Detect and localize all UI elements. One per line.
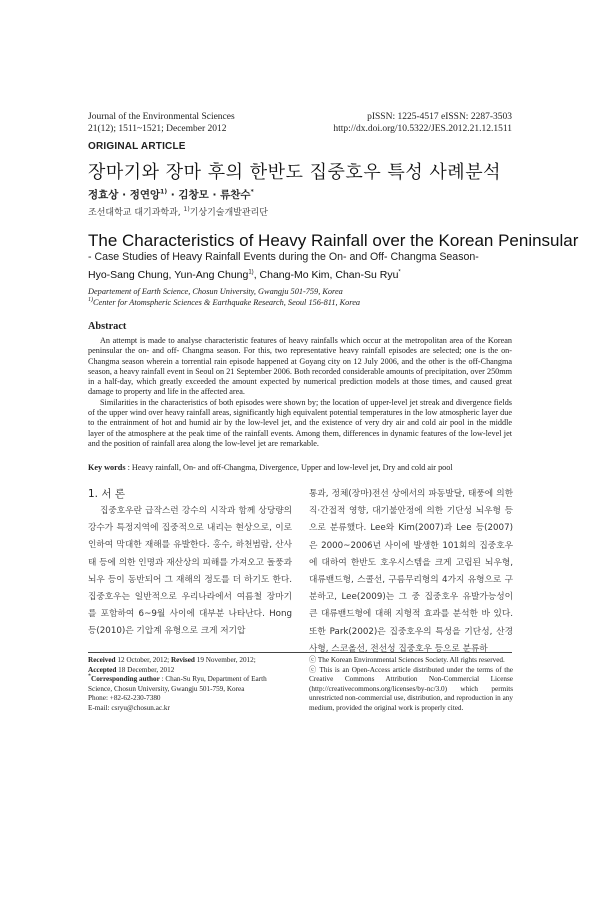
title-korean: 장마기와 장마 후의 한반도 집중호우 특성 사례분석 [88, 162, 501, 183]
authors-english-sup1: 1) [248, 269, 254, 276]
authors-english [88, 269, 401, 281]
article-type: ORIGINAL ARTICLE [88, 141, 186, 152]
revised-date: 19 November, 2012; [194, 656, 256, 664]
authors-english-part1: Hyo-Sang Chung, Yun-Ang Chung [88, 269, 249, 281]
affiliation-english-2-text: Center for Atomspheric Sciences & Earthquake Research, Seoul 156-811, Korea [93, 298, 361, 307]
accepted-line [88, 666, 286, 676]
affiliation-english-2-sup: 1) [88, 297, 93, 304]
journal-identifiers [333, 111, 512, 135]
body-text-right-column: 통과, 정체(장마)전선 상에서의 파동발달, 태풍에 의한 직·간접적 영향, 대기불안정에 의한 기단성 뇌우형 등으로 분류했다. Lee와 Kim(2007)과 Lee 등(2007)은 2000~2006년 사이에 발생한 101회의 집중호우에 대하여 한반도 호우시스템을 크게 고립된 뇌우형, 대류밴드형, 스콜선, 구름무리형의 4가지 유형으로 구분하고, Lee(2009)는 그 중 집중호우 유발가능성이 큰 대류밴드형에 대해 지형적 효과를 분석한 바 있다. 또한 Park(2002)은 집중호우의 특성을 기단성, 산경사형, 스코올선, 전선성 집중호우 등으로 분류하 [309, 489, 513, 654]
section-heading-introduction: 1. 서 론 [88, 488, 125, 500]
authors-korean-sup2: * [250, 188, 254, 196]
footnote-divider [88, 652, 512, 653]
affiliation-korean [88, 205, 268, 218]
keywords-label: Key words [88, 463, 126, 472]
corresponding-author [88, 675, 286, 694]
affiliation-korean-part1: 조선대학교 대기과학과, [88, 208, 184, 218]
corresponding-label: Corresponding author [91, 675, 160, 684]
affiliation-english-1: Departement of Earth Science, Chosun University, Gwangju 501-759, Korea [88, 287, 343, 296]
license-notice: ⓒ This is an Open-Access article distributed under the terms of the Creative Commons Attribution Non-Commercial License (http://creativecommons.org/licenses/by-nc/3.0) which permits unrestricted non-commercial use, distribution, and reproduction in any medium, provided the original work is properly cited. [309, 665, 513, 712]
revised-label: Revised [170, 656, 195, 664]
received-label: Received [88, 656, 116, 664]
accepted-label: Accepted [88, 665, 117, 674]
affiliation-english-2 [88, 298, 360, 307]
footnote-license [309, 656, 513, 714]
received-date: 12 October, 2012; [115, 656, 171, 664]
authors-korean [88, 187, 254, 202]
journal-header [88, 111, 235, 135]
copyright-notice: ⓒ The Korean Environmental Sciences Society. All rights reserved. [309, 656, 505, 664]
footnote-manuscript-info [88, 656, 286, 714]
abstract-paragraph-1: An attempt is made to analyse characteristic features of heavy rainfalls which occur at the metropolitan area of the Korean peninsular the on- and off- Changma season. For this, two representative heavy rainfall episodes are selected; one is the on-Changma season wherein a torrential rain episode happened at Goyang city on 12 July 2006, and the other is the off-Changma season, a heavy rainfall event in Seoul on 21 September 2006. Both recorded considerable amounts of precipitation, over 250mm in a half-day, which greatly exceeded the amount expected by numerical prediction models at those times, and caused great damage to property and life in the affected area. [88, 336, 512, 397]
title-english: The Characteristics of Heavy Rainfall over the Korean Peninsular [88, 231, 579, 250]
subtitle-english: - Case Studies of Heavy Rainfall Events during the On- and Off- Changma Season- [88, 251, 479, 263]
phone: Phone: +82-62-230-7380 [88, 694, 161, 703]
keywords-text: : Heavy rainfall, On- and off-Changma, Divergence, Upper and low-level jet, Dry and cold air pool [125, 463, 453, 472]
body-text-left-column: 집중호우란 급작스런 강수의 시작과 함께 상당량의 강수가 특정지역에 집중적으로 내리는 현상으로, 이로 인하여 막대한 재해를 유발한다. 홍수, 하천범람, 산사태 등에 의한 인명과 재산상의 피해를 가져오고 돌풍과 뇌우 등이 동반되어 그 재해의 정도를 더 하기도 한다. 집중호우는 일반적으로 우리나라에서 여름철 장마기를 포함하여 6~9월 사이에 대부분 나타난다. Hong 등(2010)은 기압계 유형으로 크게 저기압 [88, 506, 292, 637]
keywords [88, 463, 512, 473]
authors-english-sup2: * [398, 269, 401, 276]
authors-korean-sup1: 1) [160, 188, 168, 196]
abstract-body [88, 336, 512, 449]
journal-citation: 21(12); 1511~1521; December 2012 [88, 124, 227, 134]
accepted-date: 18 December, 2012 [116, 665, 175, 674]
abstract-paragraph-2: Similarities in the characteristics of both episodes were shown by; the location of upper-level jet streak and divergence fields of the upper wind over heavy rainfall areas, significantly high equivalent potential temperatures in the low atmospheric layer due to the entrainment of hot and humid air by the low-level jet, and the existence of very dry air and cold air pool in the middle layer of the atmosphere at the peak time of the rainfall events. Among them, differences in dynamic features of the low-level jet and the position of rainfall area along the low-level jet are remarkable. [88, 397, 512, 448]
email: E-mail: csryu@chosun.ac.kr [88, 703, 170, 712]
journal-name: Journal of the Environmental Sciences [88, 112, 235, 122]
affiliation-korean-sup: 1) [183, 206, 190, 213]
affiliation-korean-part2: 기상기술개발관리단 [189, 208, 268, 218]
authors-english-part2: , Chang-Mo Kim, Chan-Su Ryu [253, 269, 399, 281]
received-revised-line [88, 656, 286, 666]
doi-link[interactable]: http://dx.doi.org/10.5322/JES.2012.21.12.1511 [333, 124, 512, 134]
authors-korean-part1: 정효상 · 정연앙 [88, 189, 161, 201]
corresponding-sup: * [88, 673, 91, 680]
abstract-heading: Abstract [88, 321, 127, 332]
authors-korean-part2: · 김창모 · 류찬수 [167, 189, 251, 201]
issn: pISSN: 1225-4517 eISSN: 2287-3503 [367, 112, 512, 122]
corresponding-details: : Chan-Su Ryu, Department of Earth Science, Chosun University, Gwangju 501-759, Korea [88, 675, 267, 693]
